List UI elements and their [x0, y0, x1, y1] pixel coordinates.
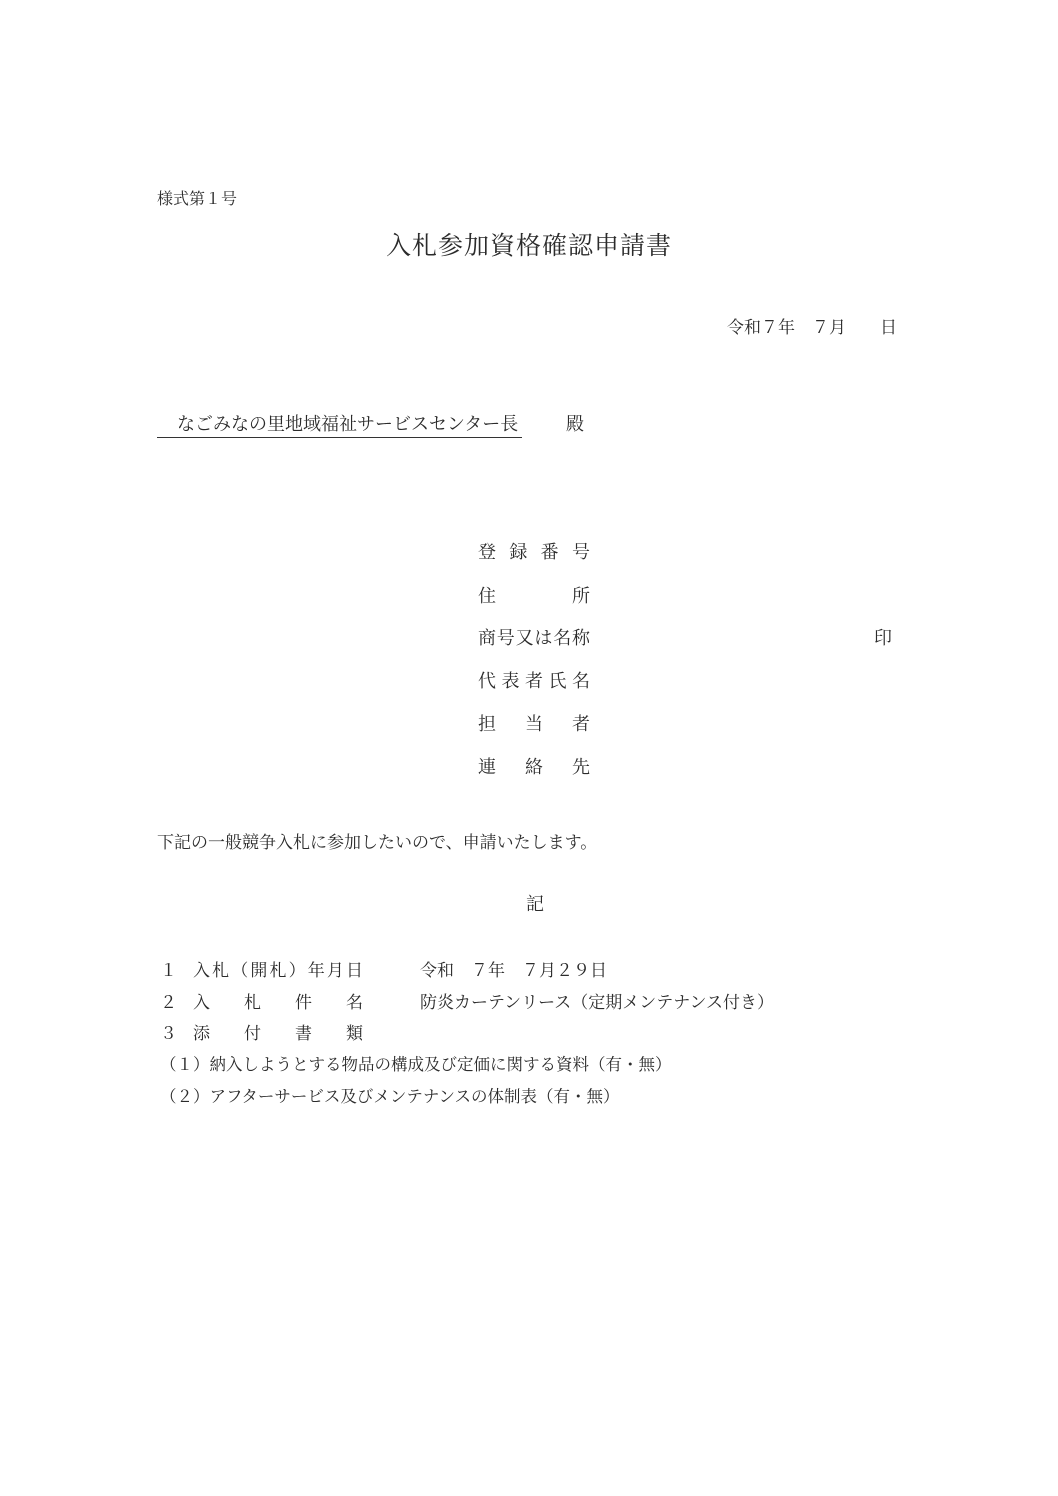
- item-label: 添付書類: [193, 1024, 363, 1044]
- item-number: １: [160, 961, 177, 981]
- application-statement: 下記の一般競争入札に参加したいので、申請いたします。: [157, 833, 598, 853]
- item-number: ２: [160, 993, 177, 1013]
- attachment-item: （１）納入しようとする物品の構成及び定価に関する資料（有・無）: [160, 1055, 672, 1074]
- ki-heading: 記: [526, 894, 544, 915]
- addressee-name: なごみなの里地域福祉サービスセンター長: [157, 410, 522, 438]
- field-registration-number: 登録番号: [478, 542, 590, 563]
- item-label: 入札（開札）年月日: [193, 961, 363, 981]
- document-title: 入札参加資格確認申請書: [385, 231, 672, 260]
- field-contact-person: 担当者: [478, 714, 590, 735]
- application-date: 令和７年 ７月 日: [727, 318, 897, 338]
- field-representative-name: 代表者氏名: [478, 671, 590, 692]
- field-company-name: 商号又は名称: [478, 628, 590, 649]
- item-label: 入札件名: [193, 993, 363, 1013]
- field-contact-info: 連絡先: [478, 757, 590, 778]
- item-number: ３: [160, 1024, 177, 1044]
- form-number: 様式第１号: [157, 189, 238, 208]
- addressee-honorific: 殿: [566, 414, 584, 435]
- item-value: 令和 ７年 ７月２９日: [420, 961, 607, 981]
- item-value: 防炎カーテンリース（定期メンテナンス付き）: [420, 993, 774, 1013]
- seal-mark: 印: [874, 628, 892, 649]
- field-address: 住所: [478, 586, 590, 607]
- attachment-item: （２）アフターサービス及びメンテナンスの体制表（有・無）: [160, 1087, 620, 1106]
